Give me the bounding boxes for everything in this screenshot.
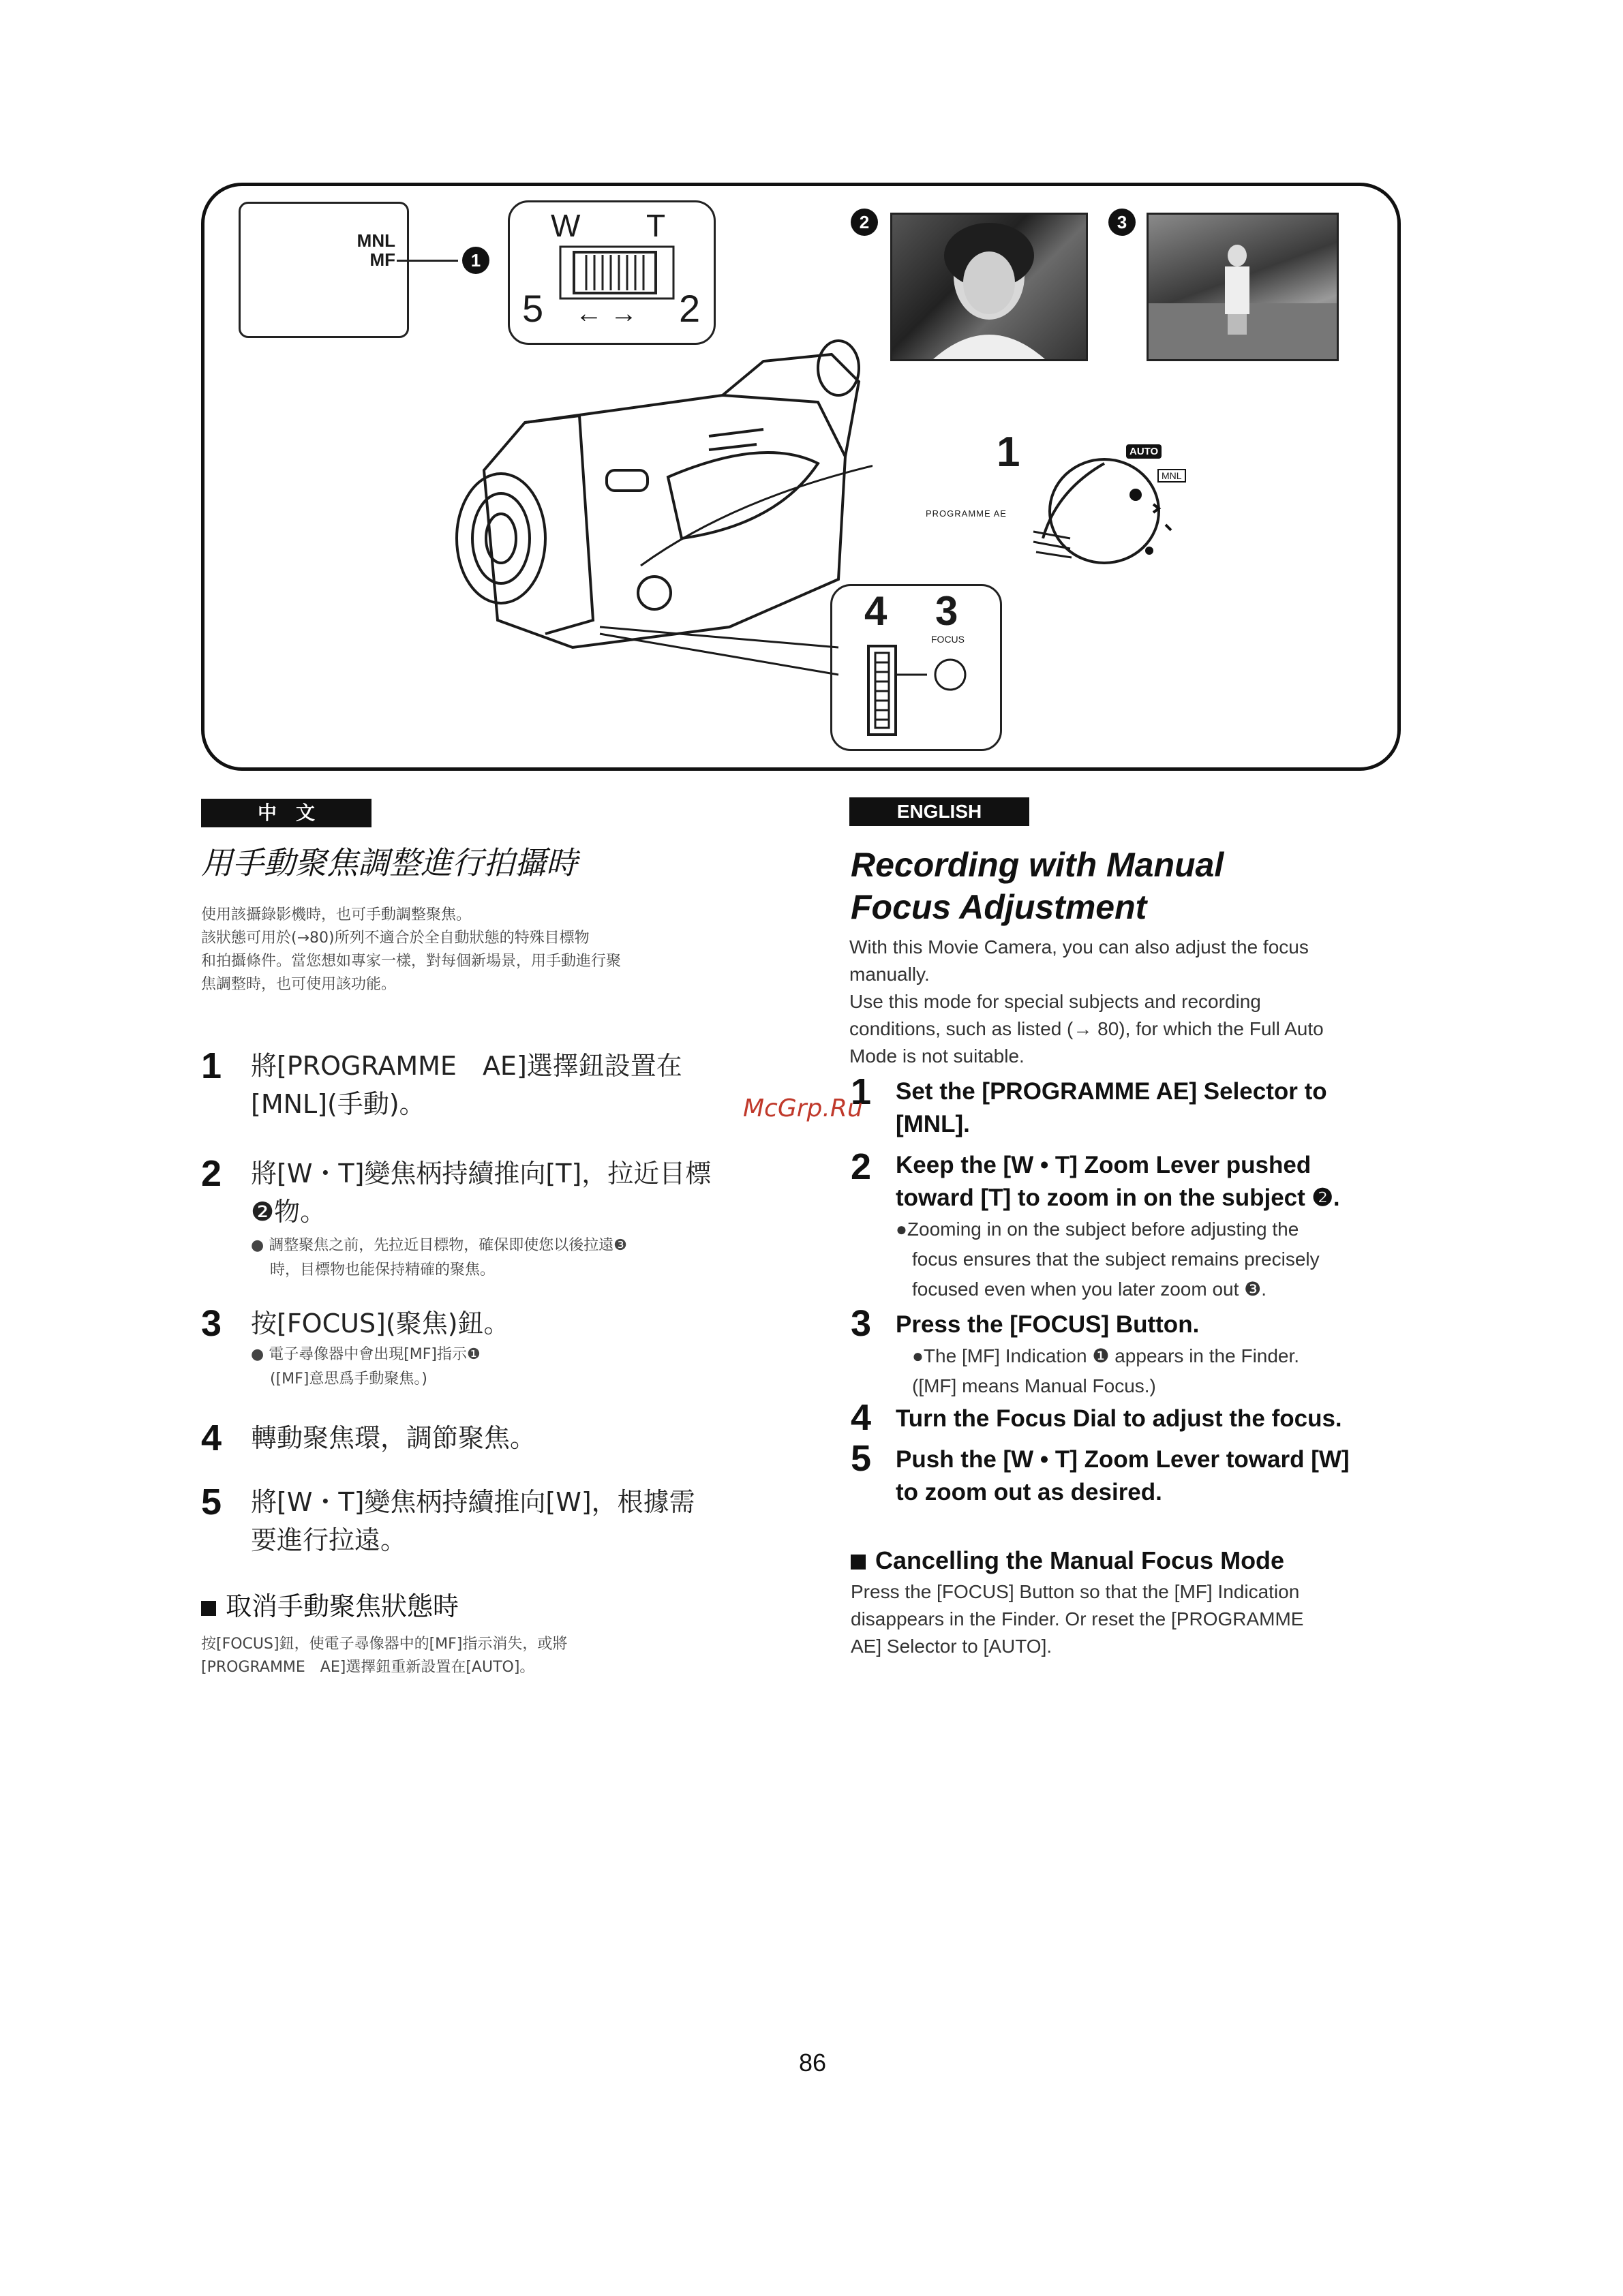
english-cancel-title	[851, 1544, 1284, 1577]
english-step-note: focus ensures that the subject remains precisely	[912, 1249, 1320, 1270]
english-step-line: Turn the Focus Dial to adjust the focus.	[896, 1405, 1342, 1432]
chinese-step-1	[251, 1047, 682, 1123]
page-number: 86	[799, 2049, 827, 2077]
badge-1: 1	[462, 247, 489, 274]
english-step-line: Press the [FOCUS] Button.	[896, 1311, 1200, 1338]
selector-caption: PROGRAMME AE	[926, 508, 1007, 519]
english-cancel-line: AE] Selector to [AUTO].	[851, 1636, 1052, 1657]
chinese-step-line: 按[FOCUS](聚焦)鈕。	[251, 1308, 510, 1338]
chinese-step-note: ([MF]意思爲手動聚焦。)	[270, 1371, 427, 1388]
zoomed-out-photo	[1147, 213, 1339, 361]
english-intro-line: manually.	[849, 964, 930, 985]
english-step-2	[896, 1149, 1340, 1304]
english-cancel-line: disappears in the Finder. Or reset the [PROGRAMME	[851, 1608, 1304, 1629]
english-intro-line: conditions, such as listed (→ 80), for which the Full Auto	[849, 1018, 1324, 1039]
chinese-cancel-line: 按[FOCUS]鈕，使電子尋像器中的[MF]指示消失，或將	[201, 1636, 568, 1653]
chinese-step-3-number: 3	[201, 1303, 222, 1344]
chinese-intro-line: 和拍攝條件。當您想如專家一樣，對每個新場景，用手動進行聚	[201, 953, 622, 970]
english-step-3-number: 3	[851, 1303, 872, 1344]
viewfinder-display	[239, 202, 409, 338]
viewfinder-mnl-text: MNL	[357, 230, 395, 251]
viewfinder-mf-text: MF	[369, 249, 395, 270]
english-title-line: Focus Adjustment	[851, 888, 1147, 926]
english-step-line: [MNL].	[896, 1111, 970, 1137]
english-step-note: focused even when you later zoom out ❸.	[912, 1279, 1267, 1300]
english-step-note: ●Zooming in on the subject before adjusting the	[896, 1219, 1299, 1240]
camera-body-icon	[436, 334, 873, 688]
chinese-step-note: 時，目標物也能保持精確的聚焦。	[270, 1261, 496, 1279]
zoom-w-label: W	[551, 208, 581, 243]
english-cancel-text	[851, 1578, 1303, 1660]
focus-caption: FOCUS	[931, 634, 965, 645]
zoom-step-5: 5	[522, 287, 544, 330]
chinese-step-4	[251, 1419, 536, 1457]
chinese-step-line: 將[W・T]變焦柄持續推向[T]，拉近目標	[251, 1159, 712, 1189]
bullet-square-icon	[201, 1601, 216, 1616]
english-cancel-title-text: Cancelling the Manual Focus Mode	[875, 1546, 1285, 1574]
chinese-step-line: 要進行拉遠。	[251, 1525, 407, 1555]
english-intro-line: Use this mode for special subjects and recording	[849, 991, 1261, 1012]
chinese-cancel-title-text: 取消手動聚焦狀態時	[226, 1591, 459, 1621]
english-step-line: Set the [PROGRAMME AE] Selector to	[896, 1078, 1327, 1105]
chinese-step-line: 將[W・T]變焦柄持續推向[W]，根據需	[251, 1487, 695, 1517]
chinese-intro-line: 焦調整時，也可使用該功能。	[201, 976, 397, 993]
watermark: McGrp.Ru	[743, 1095, 863, 1122]
english-intro-line: Mode is not suitable.	[849, 1045, 1025, 1067]
english-section-label: ENGLISH	[849, 797, 1029, 826]
english-step-5-number: 5	[851, 1438, 872, 1479]
chinese-intro-line: 該狀態可用於(→80)所列不適合於全自動狀態的特殊目標物	[201, 930, 590, 947]
chinese-step-line: [MNL](手動)。	[251, 1089, 425, 1119]
english-step-line: to zoom out as desired.	[896, 1479, 1162, 1505]
english-title	[851, 844, 1224, 928]
chinese-step-3	[251, 1304, 510, 1392]
zoom-t-label: T	[646, 208, 666, 243]
bullet-square-icon	[851, 1555, 866, 1570]
english-step-4-number: 4	[851, 1397, 872, 1438]
english-step-note: ([MF] means Manual Focus.)	[912, 1375, 1156, 1396]
chinese-intro-line: 使用該攝錄影機時，也可手動調整聚焦。	[201, 906, 472, 923]
english-step-line: Push the [W • T] Zoom Lever toward [W]	[896, 1446, 1350, 1473]
zoomed-in-photo	[890, 213, 1088, 361]
mf-pointer-line	[397, 260, 458, 262]
focus-step-4: 4	[864, 588, 888, 634]
zoom-lever-icon	[559, 245, 675, 300]
english-step-2-number: 2	[851, 1146, 872, 1187]
chinese-intro	[201, 904, 621, 996]
chinese-step-2-number: 2	[201, 1153, 222, 1194]
english-cancel-line: Press the [FOCUS] Button so that the [MF] Indication	[851, 1581, 1300, 1602]
english-step-line: toward [T] to zoom in on the subject ❷.	[896, 1184, 1340, 1211]
english-step-line: Keep the [W • T] Zoom Lever pushed	[896, 1152, 1311, 1178]
english-step-note: ●The [MF] Indication ❶ appears in the Finder.	[912, 1345, 1300, 1366]
english-intro-line: With this Movie Camera, you can also adjust the focus	[849, 936, 1309, 958]
programme-ae-dial-icon	[1029, 436, 1193, 572]
zoom-step-2: 2	[679, 287, 701, 330]
english-intro	[849, 934, 1324, 1070]
chinese-step-2	[251, 1154, 711, 1283]
chinese-section-label: 中 文	[201, 799, 371, 827]
english-step-1-number: 1	[851, 1071, 872, 1112]
zoom-arrows: ← →	[575, 299, 638, 328]
chinese-title: 用手動聚焦調整進行拍攝時	[201, 844, 577, 881]
focus-dial-icon	[866, 638, 975, 740]
chinese-step-line: 將[PROGRAMME AE]選擇鈕設置在	[251, 1051, 682, 1081]
chinese-step-line: ❷物。	[251, 1197, 327, 1227]
chinese-cancel-text	[201, 1633, 567, 1679]
badge-2: 2	[851, 209, 878, 236]
chinese-step-note: ● 電子尋像器中會出現[MF]指示❶	[251, 1346, 481, 1363]
chinese-step-5-number: 5	[201, 1482, 222, 1522]
scene-figure-icon	[1149, 215, 1337, 359]
chinese-step-4-number: 4	[201, 1418, 222, 1458]
english-step-5	[896, 1443, 1350, 1509]
chinese-step-note: ● 調整聚焦之前，先拉近目標物，確保即使您以後拉遠❸	[251, 1237, 627, 1254]
english-step-3	[896, 1308, 1299, 1401]
english-step-1	[896, 1075, 1327, 1141]
chinese-cancel-line: [PROGRAMME AE]選擇鈕重新設置在[AUTO]。	[201, 1659, 535, 1676]
english-step-4	[896, 1403, 1342, 1435]
selector-step-1: 1	[997, 429, 1020, 476]
auto-mode-label: AUTO	[1126, 444, 1162, 459]
chinese-cancel-title	[201, 1589, 459, 1623]
chinese-step-1-number: 1	[201, 1045, 222, 1086]
english-title-line: Recording with Manual	[851, 846, 1224, 884]
focus-step-3: 3	[935, 588, 958, 634]
portrait-figure-icon	[892, 215, 1086, 359]
chinese-step-line: 轉動聚焦環，調節聚焦。	[251, 1423, 536, 1453]
badge-3: 3	[1108, 209, 1136, 236]
chinese-step-5	[251, 1483, 695, 1559]
mnl-mode-label: MNL	[1157, 469, 1186, 483]
